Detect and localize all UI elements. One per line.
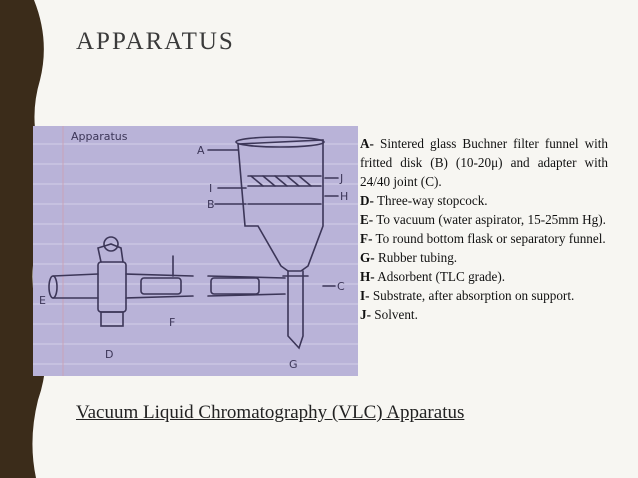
label-j: J <box>340 172 344 185</box>
label-g: G <box>289 358 298 371</box>
legend-item-i: I- Substrate, after absorption on support. <box>360 288 575 303</box>
legend-item-d: D- Three-way stopcock. <box>360 193 488 208</box>
label-e: E <box>39 294 46 307</box>
legend-item-a: A- Sintered glass Buchner filter funnel with fritted disk (B) (10-20μ) and adapter with 24/40 joint (C). <box>360 136 609 189</box>
label-b: B <box>207 198 215 211</box>
label-i: I <box>209 182 213 195</box>
slide-caption: Vacuum Liquid Chromatography (VLC) Apparatus <box>76 402 465 423</box>
sketch-heading: Apparatus <box>71 130 128 143</box>
legend-item-h: H- Adsorbent (TLC grade). <box>360 269 506 284</box>
label-c: C <box>337 280 345 293</box>
label-f: F <box>169 316 176 329</box>
label-d: D <box>105 348 114 361</box>
apparatus-legend <box>360 134 608 324</box>
label-a: A <box>197 144 205 157</box>
label-h: H <box>340 190 349 203</box>
slide <box>20 0 638 478</box>
slide-title: APPARATUS <box>76 28 235 55</box>
legend-item-e: E- To vacuum (water aspirator, 15-25mm Hg). <box>360 212 606 227</box>
apparatus-sketch <box>33 126 358 376</box>
apparatus-photo <box>33 126 358 376</box>
legend-item-f: F- To round bottom flask or separatory funnel. <box>360 231 606 246</box>
legend-item-j: J- Solvent. <box>360 307 418 322</box>
legend-item-g: G- Rubber tubing. <box>360 250 458 265</box>
